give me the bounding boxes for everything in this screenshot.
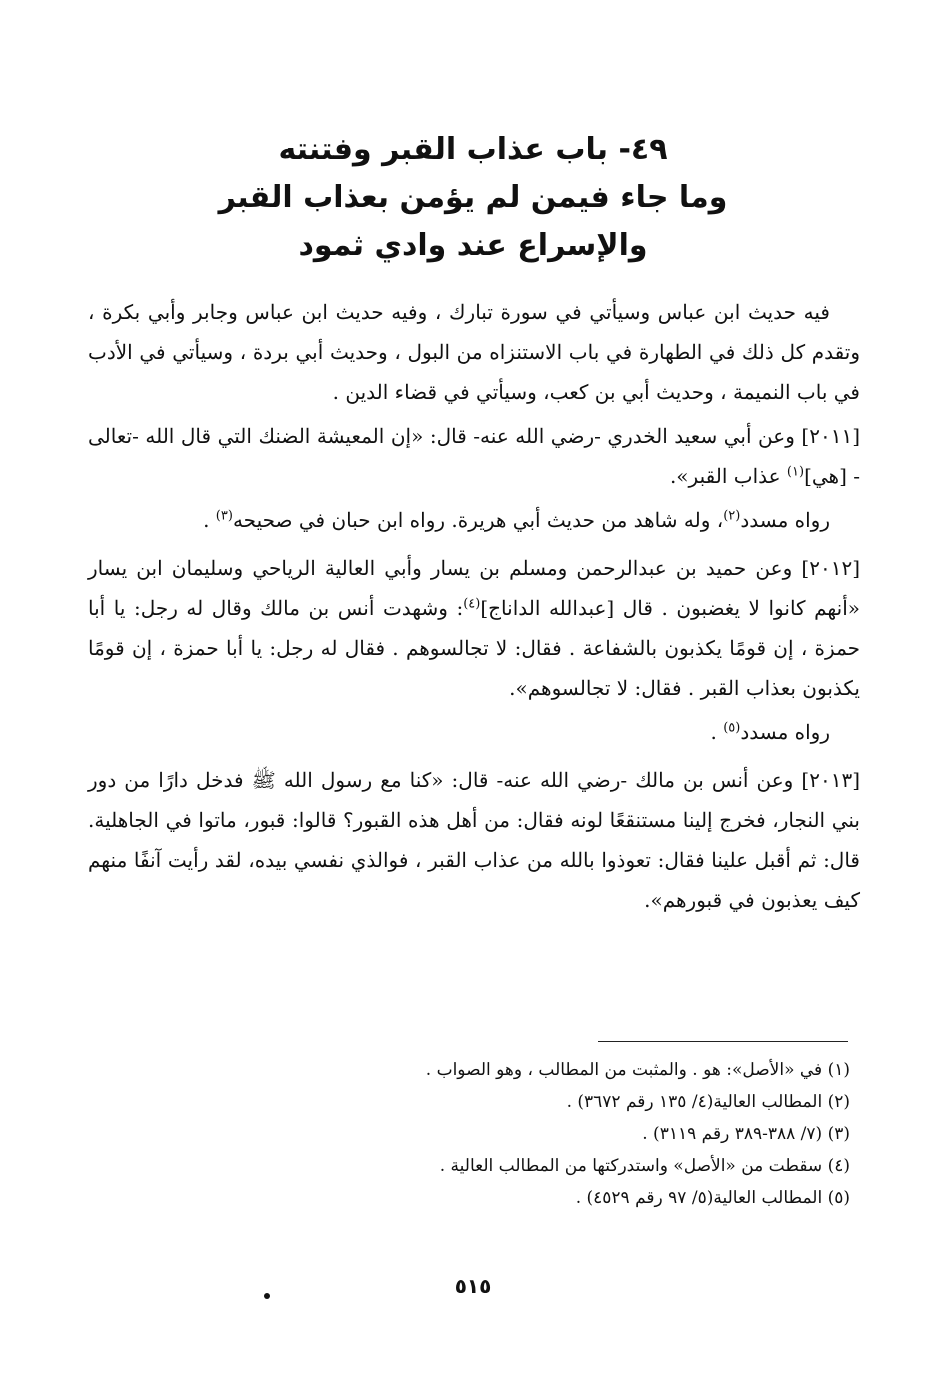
footnotes: [88, 1054, 850, 1214]
footnote-3: (٣) (٧/ ٣٨٨-٣٨٩ رقم ٣١١٩) .: [642, 1124, 850, 1144]
hadith-number: [٢٠١٣]: [801, 768, 860, 792]
chapter-title-line-2: وما جاء فيمن لم يؤمن بعذاب القبر: [218, 180, 728, 215]
hadith-number: [٢٠١١]: [801, 424, 860, 448]
page-number: ٥١٥: [454, 1274, 492, 1298]
hadith-2011-reference: [88, 500, 860, 540]
footnote-1: (١) في «الأصل»: هو . والمثبت من المطالب ، وهو الصواب .: [425, 1060, 850, 1080]
print-speck: [264, 1293, 270, 1299]
reference-text: رواه مسدد: [740, 720, 830, 744]
footnote-divider: [598, 1041, 848, 1042]
footnote-marker: (٤): [463, 596, 481, 612]
chapter-heading: [90, 126, 856, 270]
hadith-2011: [88, 416, 860, 496]
hadith-text: وعن حميد بن عبدالرحمن ومسلم بن يسار وأبي العالية الرياحي وسليمان ابن يسار «أنهم كانوا لا يغضبون . قال [عبدالله الداناج]: [88, 556, 861, 620]
footnote-marker: (٢): [723, 508, 741, 524]
hadith-2013: [88, 760, 860, 920]
hadith-number: [٢٠١٢]: [801, 556, 860, 580]
reference-text: رواه مسدد: [740, 508, 830, 532]
hadith-text: : وشهدت أنس بن مالك وقال له رجل: يا أبا حمزة ، إن قومًا يكذبون بالشفاعة . فقال: لا تجالسوهم . فقال له رجل: يا أبا حمزة ، إن قومًا يكذبون بعذاب القبر . فقال: لا تجالسوهم».: [88, 596, 860, 700]
footnote-marker: (٥): [723, 720, 741, 736]
reference-text: ، وله شاهد من حديث أبي هريرة. رواه ابن حبان في صحيحه: [232, 508, 724, 532]
footnote-2: (٢) المطالب العالية(٤/ ١٣٥ رقم ٣٦٧٢) .: [566, 1092, 850, 1112]
intro-paragraph: فيه حديث ابن عباس وسيأتي في سورة تبارك ، وفيه حديث ابن عباس وجابر وأبي بكرة ، وتقدم كل ذلك في الطهارة في باب الاستنزاه من البول ، وحديث أبي بردة ، وسيأتي في الأدب في باب النميمة ، وحديث أبي بن كعب، وسيأتي في قضاء الدين .: [88, 300, 860, 404]
footnote-marker: (١): [786, 464, 805, 480]
hadith-2012: [88, 548, 860, 708]
chapter-title-line-1: ٤٩- باب عذاب القبر وفتنته: [278, 132, 668, 167]
hadith-text: وعن أبي سعيد الخدري -رضي الله عنه- قال: «إن المعيشة الضنك التي قال الله -تعالى - [هي]: [88, 424, 860, 488]
reference-text: .: [710, 720, 724, 744]
hadith-2012-reference: [88, 712, 860, 752]
footnote-4: (٤) سقطت من «الأصل» واستدركتها من المطالب العالية .: [439, 1156, 850, 1176]
reference-text: .: [203, 508, 216, 532]
footnote-5: (٥) المطالب العالية(٥/ ٩٧ رقم ٤٥٢٩) .: [575, 1188, 850, 1208]
footnote-marker: (٣): [215, 508, 233, 524]
hadith-text: عذاب القبر».: [669, 464, 787, 488]
body-text: [88, 292, 860, 924]
chapter-title-line-3: والإسراع عند وادي ثمود: [298, 228, 648, 263]
hadith-text: وعن أنس بن مالك -رضي الله عنه- قال: «كنا مع رسول الله ﷺ فدخل دارًا من دور بني النجار، فخرج إلينا مستنقعًا لونه فقال: من أهل هذه القبور؟ قالوا: قبور، ماتوا في الجاهلية. قال: ثم أقبل علينا فقال: تعوذوا بالله من عذاب القبر ، فوالذي نفسي بيده، لقد رأيت آنفًا منهم كيف يعذبون في قبورهم».: [88, 768, 860, 912]
